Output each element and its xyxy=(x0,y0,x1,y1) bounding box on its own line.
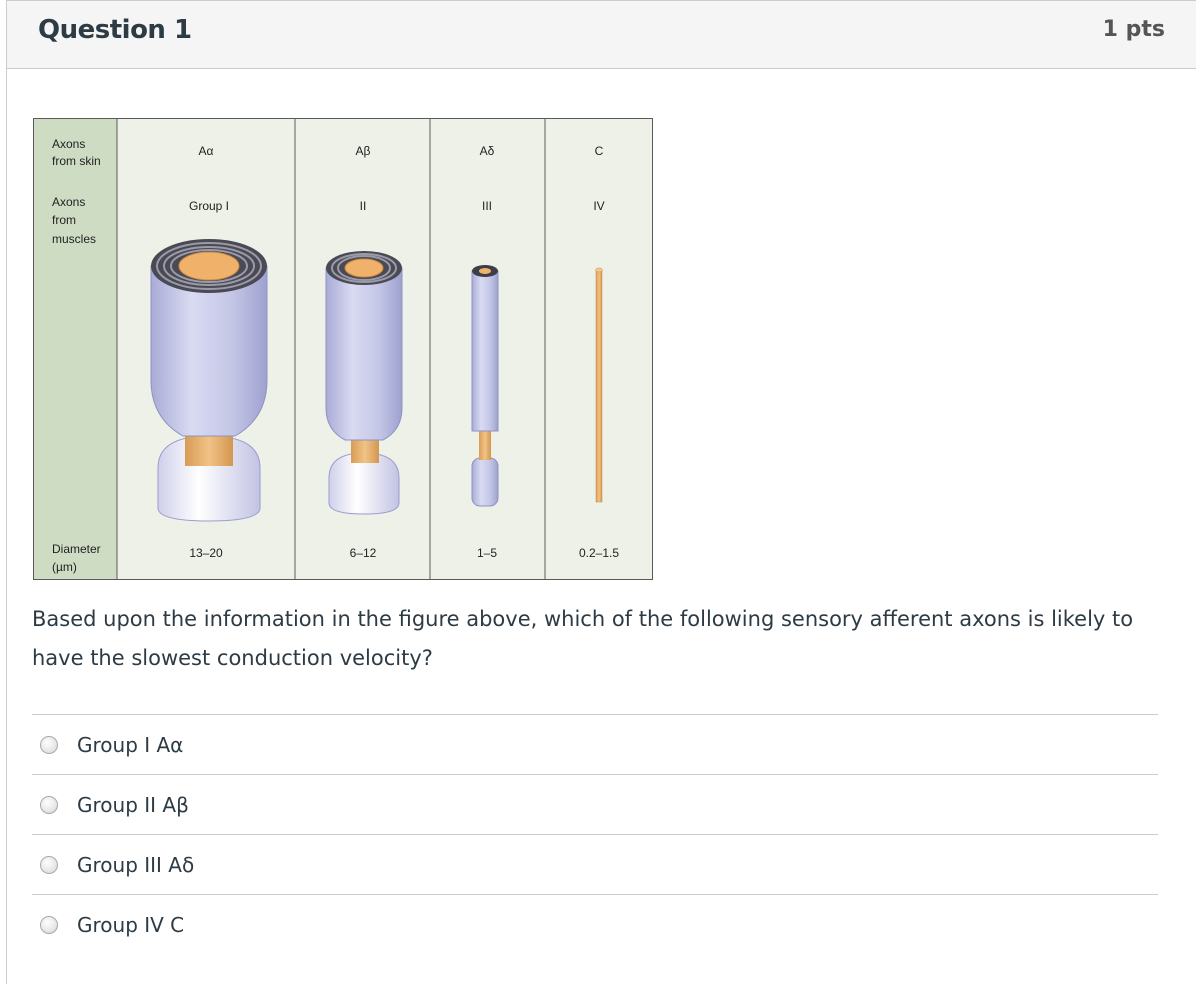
row-label-skin: Axons from skin xyxy=(52,137,101,168)
col4-skin-label: C xyxy=(594,144,604,158)
label-column xyxy=(33,118,117,580)
col3-diameter: 1–5 xyxy=(476,546,498,560)
answer-label: Group I Aα xyxy=(77,732,184,757)
col2-diameter: 6–12 xyxy=(349,546,377,560)
answer-option-1[interactable] xyxy=(32,714,1158,774)
question-header xyxy=(7,1,1196,69)
col1-muscle-label: Group I xyxy=(188,199,230,213)
axon-c xyxy=(596,268,603,502)
col2-skin-label: Aβ xyxy=(355,144,371,158)
radio-button[interactable] xyxy=(40,856,58,874)
answer-list xyxy=(32,714,1158,954)
question-text: Based upon the information in the figure above, which of the following sensory afferent axons is likely to have the slowest conduction velocity? xyxy=(32,607,1134,670)
answer-label: Group III Aδ xyxy=(77,852,195,877)
col2-muscle-label: II xyxy=(359,199,367,213)
col1-skin-label: Aα xyxy=(198,144,214,158)
col4-muscle-label: IV xyxy=(593,199,605,213)
row-label-muscles: Axons from muscles xyxy=(52,195,97,246)
axon-a-delta xyxy=(472,265,498,506)
radio-button[interactable] xyxy=(40,736,58,754)
axon-a-beta xyxy=(326,251,402,514)
answer-option-2[interactable] xyxy=(32,774,1158,834)
col3-muscle-label: III xyxy=(481,199,493,213)
radio-button[interactable] xyxy=(40,796,58,814)
row-label-diameter: Diameter (µm) xyxy=(52,542,101,574)
question-title: Question 1 xyxy=(38,15,192,45)
axon-diameter-figure xyxy=(33,118,653,580)
figure-svg xyxy=(33,118,653,580)
col3-skin-label: Aδ xyxy=(479,144,495,158)
answer-option-3[interactable] xyxy=(32,834,1158,894)
col4-diameter: 0.2–1.5 xyxy=(578,546,620,560)
axon-a-alpha xyxy=(151,239,267,521)
answer-option-4[interactable] xyxy=(32,894,1158,954)
question-points: 1 pts xyxy=(1102,17,1165,42)
answer-label: Group II Aβ xyxy=(77,792,189,817)
col1-diameter: 13–20 xyxy=(189,546,223,560)
radio-button[interactable] xyxy=(40,916,58,934)
answer-label: Group IV C xyxy=(77,912,185,937)
